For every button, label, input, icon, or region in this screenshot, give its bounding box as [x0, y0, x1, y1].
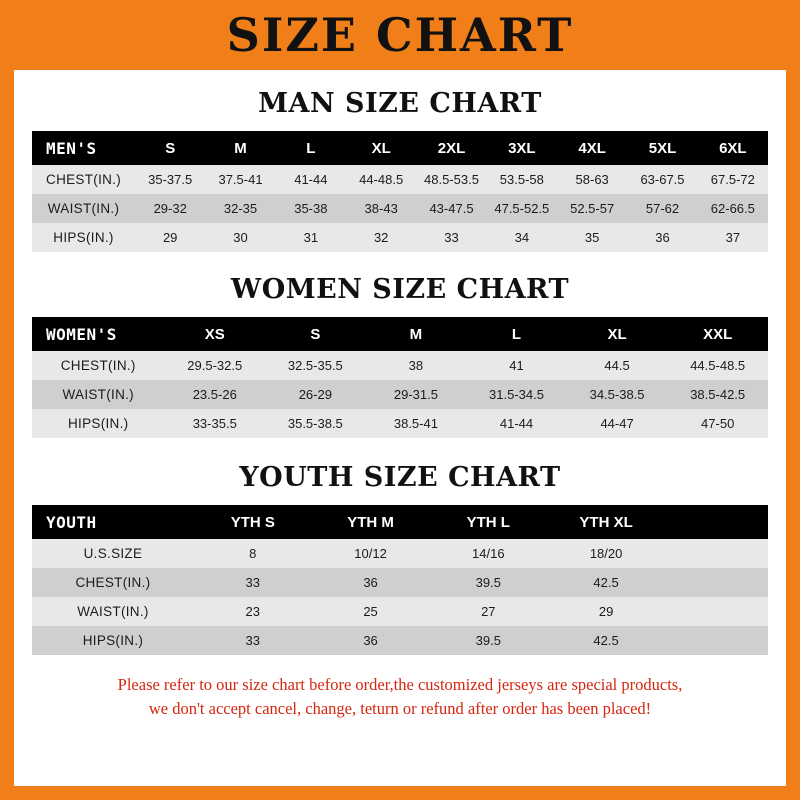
men-cell-2-1: 30: [205, 223, 275, 252]
men-cell-1-3: 38-43: [346, 194, 416, 223]
policy-note-line-2: we don't accept cancel, change, teturn or refund after order has been placed!: [148, 698, 652, 718]
men-cell-0-7: 63-67.5: [627, 165, 697, 194]
youth-section-title: YOUTH SIZE CHART: [239, 462, 561, 493]
men-section-title: MAN SIZE CHART: [258, 88, 542, 119]
youth-cell-1-0: 33: [194, 568, 312, 597]
youth-col-header-5: [665, 505, 768, 539]
men-size-table: [32, 131, 768, 252]
youth-cell-3-2: 39.5: [429, 626, 547, 655]
women-cell-0-5: 44.5-48.5: [667, 351, 768, 380]
youth-col-header-1: YTH S: [194, 505, 312, 539]
youth-col-header-0: YOUTH: [32, 505, 194, 539]
women-cell-0-4: 44.5: [567, 351, 668, 380]
youth-cell-2-3: 29: [547, 597, 665, 626]
women-cell-2-1: 35.5-38.5: [265, 409, 366, 438]
men-col-header-0: MEN'S: [32, 131, 135, 165]
men-col-header-4: XL: [346, 131, 416, 165]
youth-cell-1-2: 39.5: [429, 568, 547, 597]
men-cell-1-6: 52.5-57: [557, 194, 627, 223]
women-cell-1-3: 31.5-34.5: [466, 380, 567, 409]
youth-cell-3-0: 33: [194, 626, 312, 655]
youth-cell-2-1: 25: [312, 597, 430, 626]
men-cell-1-8: 62-66.5: [698, 194, 768, 223]
men-cell-0-8: 67.5-72: [698, 165, 768, 194]
men-col-header-6: 3XL: [487, 131, 557, 165]
women-size-table: [32, 317, 768, 438]
table-header-row: [32, 505, 768, 539]
men-cell-1-0: 29-32: [135, 194, 205, 223]
policy-note: [32, 673, 768, 721]
men-row-label-1: WAIST(IN.): [32, 194, 135, 223]
table-row: [32, 194, 768, 223]
youth-cell-1-1: 36: [312, 568, 430, 597]
youth-cell-0-3: 18/20: [547, 539, 665, 568]
women-cell-0-0: 29.5-32.5: [164, 351, 265, 380]
women-row-label-0: CHEST(IN.): [32, 351, 164, 380]
youth-col-header-4: YTH XL: [547, 505, 665, 539]
youth-col-header-3: YTH L: [429, 505, 547, 539]
youth-row-label-0: U.S.SIZE: [32, 539, 194, 568]
men-cell-2-4: 33: [416, 223, 486, 252]
women-col-header-1: XS: [164, 317, 265, 351]
page-title: SIZE CHART: [226, 8, 574, 62]
table-header-row: [32, 317, 768, 351]
men-cell-2-6: 35: [557, 223, 627, 252]
women-cell-0-2: 38: [366, 351, 467, 380]
youth-row-label-3: HIPS(IN.): [32, 626, 194, 655]
men-cell-0-4: 48.5-53.5: [416, 165, 486, 194]
youth-cell-3-4: [665, 626, 768, 655]
men-cell-0-2: 41-44: [276, 165, 346, 194]
men-row-label-2: HIPS(IN.): [32, 223, 135, 252]
youth-cell-2-4: [665, 597, 768, 626]
table-row: [32, 165, 768, 194]
content: [14, 88, 786, 721]
youth-col-header-2: YTH M: [312, 505, 430, 539]
women-cell-1-4: 34.5-38.5: [567, 380, 668, 409]
men-col-header-2: M: [205, 131, 275, 165]
men-row-label-0: CHEST(IN.): [32, 165, 135, 194]
men-cell-1-1: 32-35: [205, 194, 275, 223]
youth-cell-3-1: 36: [312, 626, 430, 655]
table-row: [32, 409, 768, 438]
women-cell-2-5: 47-50: [667, 409, 768, 438]
men-col-header-7: 4XL: [557, 131, 627, 165]
men-cell-0-5: 53.5-58: [487, 165, 557, 194]
women-section-title: WOMEN SIZE CHART: [230, 274, 570, 305]
youth-size-table: [32, 505, 768, 655]
youth-cell-0-4: [665, 539, 768, 568]
table-row: [32, 626, 768, 655]
women-cell-0-3: 41: [466, 351, 567, 380]
men-cell-1-2: 35-38: [276, 194, 346, 223]
banner: [0, 0, 800, 70]
men-cell-2-0: 29: [135, 223, 205, 252]
women-col-header-0: WOMEN'S: [32, 317, 164, 351]
table-row: [32, 351, 768, 380]
women-col-header-4: L: [466, 317, 567, 351]
youth-cell-1-4: [665, 568, 768, 597]
women-cell-2-3: 41-44: [466, 409, 567, 438]
men-cell-2-5: 34: [487, 223, 557, 252]
women-col-header-5: XL: [567, 317, 668, 351]
men-cell-0-3: 44-48.5: [346, 165, 416, 194]
women-cell-1-0: 23.5-26: [164, 380, 265, 409]
women-cell-0-1: 32.5-35.5: [265, 351, 366, 380]
youth-cell-0-2: 14/16: [429, 539, 547, 568]
men-col-header-1: S: [135, 131, 205, 165]
youth-cell-3-3: 42.5: [547, 626, 665, 655]
men-col-header-8: 5XL: [627, 131, 697, 165]
women-cell-2-0: 33-35.5: [164, 409, 265, 438]
women-cell-1-2: 29-31.5: [366, 380, 467, 409]
men-cell-0-6: 58-63: [557, 165, 627, 194]
men-col-header-5: 2XL: [416, 131, 486, 165]
men-cell-1-5: 47.5-52.5: [487, 194, 557, 223]
youth-cell-1-3: 42.5: [547, 568, 665, 597]
women-col-header-3: M: [366, 317, 467, 351]
men-cell-1-4: 43-47.5: [416, 194, 486, 223]
youth-cell-2-2: 27: [429, 597, 547, 626]
women-cell-2-4: 44-47: [567, 409, 668, 438]
youth-row-label-2: WAIST(IN.): [32, 597, 194, 626]
table-header-row: [32, 131, 768, 165]
women-cell-2-2: 38.5-41: [366, 409, 467, 438]
men-cell-1-7: 57-62: [627, 194, 697, 223]
men-cell-0-0: 35-37.5: [135, 165, 205, 194]
men-cell-2-7: 36: [627, 223, 697, 252]
women-cell-1-1: 26-29: [265, 380, 366, 409]
table-row: [32, 597, 768, 626]
policy-note-line-1: Please refer to our size chart before order,the customized jerseys are special products,: [117, 675, 683, 694]
women-row-label-2: HIPS(IN.): [32, 409, 164, 438]
women-cell-1-5: 38.5-42.5: [667, 380, 768, 409]
women-col-header-2: S: [265, 317, 366, 351]
men-cell-0-1: 37.5-41: [205, 165, 275, 194]
men-cell-2-8: 37: [698, 223, 768, 252]
table-row: [32, 539, 768, 568]
men-cell-2-3: 32: [346, 223, 416, 252]
women-row-label-1: WAIST(IN.): [32, 380, 164, 409]
men-col-header-9: 6XL: [698, 131, 768, 165]
table-row: [32, 223, 768, 252]
table-row: [32, 568, 768, 597]
youth-cell-2-0: 23: [194, 597, 312, 626]
youth-row-label-1: CHEST(IN.): [32, 568, 194, 597]
youth-cell-0-1: 10/12: [312, 539, 430, 568]
men-cell-2-2: 31: [276, 223, 346, 252]
men-col-header-3: L: [276, 131, 346, 165]
women-col-header-6: XXL: [667, 317, 768, 351]
table-row: [32, 380, 768, 409]
youth-cell-0-0: 8: [194, 539, 312, 568]
